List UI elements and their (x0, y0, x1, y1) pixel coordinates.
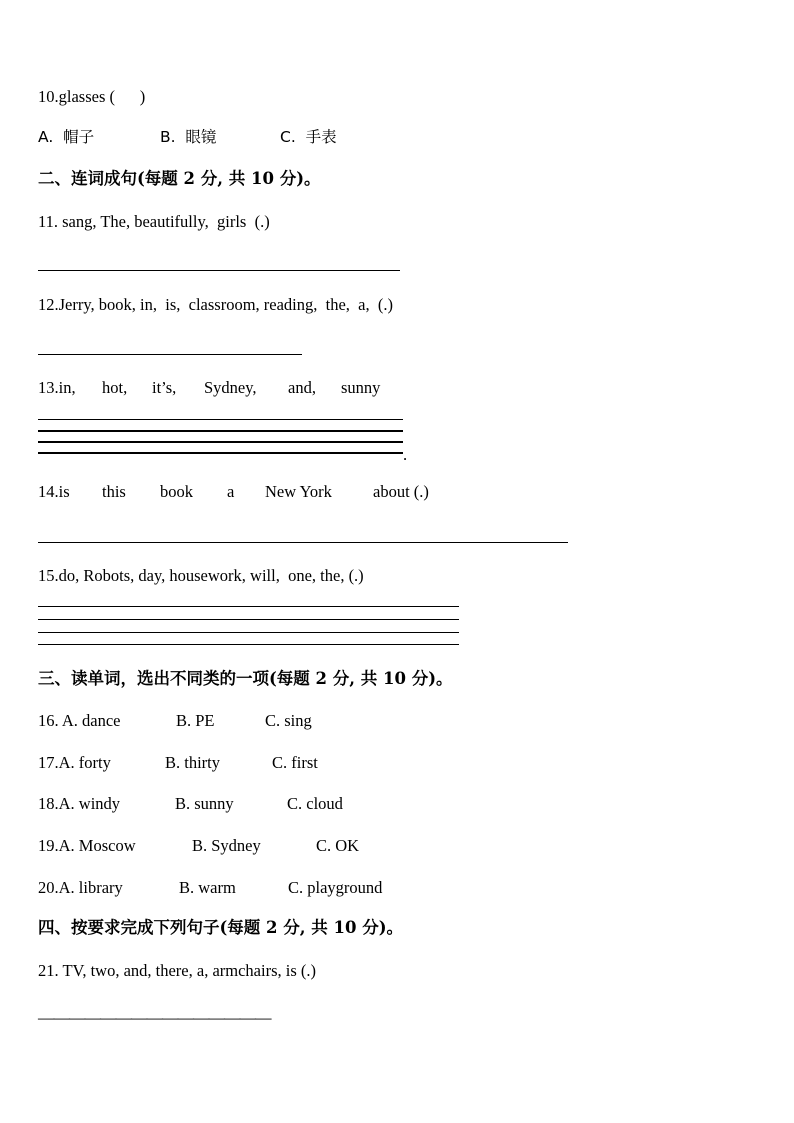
question-12: 12.Jerry, book, in, is, classroom, reading, the, a, (.) (38, 295, 393, 314)
section-4-heading: 四、按要求完成下列句子(每题 2 分, 共 10 分)。 (38, 918, 404, 937)
q14-word: book (160, 482, 193, 501)
option-c: C. OK (316, 836, 360, 855)
option-b: B. Sydney (192, 836, 261, 855)
q13-word: 13.in, (38, 378, 76, 397)
answer-line-13 (38, 441, 403, 443)
section-2-heading: 二、连词成句(每题 2 分, 共 10 分)。 (38, 169, 321, 188)
q14-word: New York (265, 482, 332, 501)
option-c: C. first (272, 753, 318, 772)
q13-word: sunny (341, 378, 381, 397)
option-a: 17.A. forty (38, 753, 111, 772)
q13-word: it’s, (152, 378, 177, 397)
q14-word: 14.is (38, 482, 70, 501)
option-b: B. sunny (175, 794, 234, 813)
option-b: B. thirty (165, 753, 221, 772)
q14-word: a (227, 482, 235, 501)
q10-option-c: C. 手表 (280, 128, 337, 146)
answer-line-15 (38, 632, 459, 633)
q13-word: hot, (102, 378, 128, 397)
answer-line-15 (38, 619, 459, 620)
q14-word: about (.) (373, 482, 429, 501)
option-c: C. sing (265, 711, 312, 730)
answer-line-15 (38, 644, 459, 645)
question-11: 11. sang, The, beautifully, girls (.) (38, 212, 270, 231)
section-3-heading: 三、读单词，选出不同类的一项(每题 2 分, 共 10 分)。 (38, 669, 453, 688)
answer-line-15 (38, 606, 459, 607)
answer-line-21: ——————————————— (38, 1008, 271, 1027)
option-c: C. playground (288, 878, 383, 897)
q14-word: this (102, 482, 126, 501)
answer-line-13 (38, 452, 403, 454)
option-b: B. warm (179, 878, 236, 897)
question-15: 15.do, Robots, day, housework, will, one, the, (.) (38, 566, 364, 585)
option-a: 19.A. Moscow (38, 836, 136, 855)
q10-option-b: B. 眼镜 (160, 128, 217, 146)
option-a: 20.A. library (38, 878, 123, 897)
answer-line-13 (38, 419, 403, 420)
answer-line-13 (38, 430, 403, 432)
question-10: 10.glasses ( ) (38, 87, 146, 106)
option-b: B. PE (176, 711, 215, 730)
option-c: C. cloud (287, 794, 343, 813)
answer-line-14 (38, 542, 568, 543)
q13-word: Sydney, (204, 378, 257, 397)
question-21: 21. TV, two, and, there, a, armchairs, is (.) (38, 961, 316, 980)
answer-line-11 (38, 270, 400, 271)
option-a: 16. A. dance (38, 711, 121, 730)
q10-option-a: A. 帽子 (38, 128, 95, 146)
q13-word: and, (288, 378, 316, 397)
q13-period: . (403, 445, 408, 464)
option-a: 18.A. windy (38, 794, 121, 813)
answer-line-12 (38, 354, 302, 355)
